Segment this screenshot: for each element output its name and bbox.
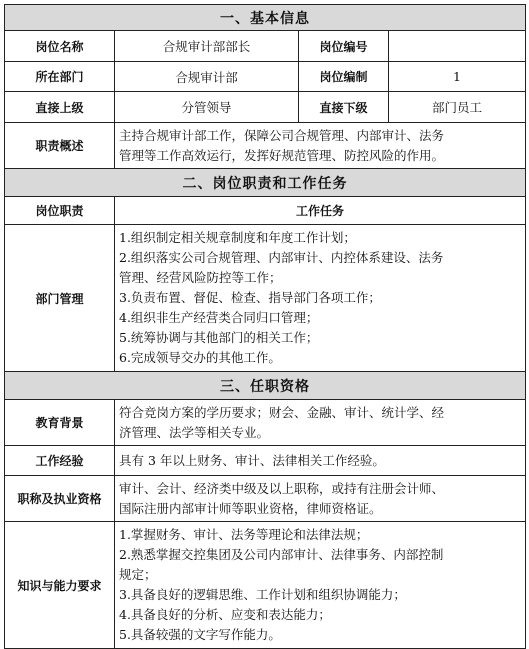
duty-item: 5.统筹协调与其他部门的相关工作；	[119, 330, 319, 345]
section-title-duties: 二、岗位职责和工作任务	[5, 169, 526, 197]
certification-line: 审计、会计、经济类中级及以上职称，或持有注册会计师、	[119, 480, 445, 496]
skill-item: 5.具备较强的文字写作能力。	[119, 627, 281, 642]
education-label: 教育背景	[5, 400, 115, 446]
post-name-label: 岗位名称	[5, 31, 115, 62]
duty-item: 2.组织落实公司合规管理、内部审计、内控体系建设、法务	[119, 250, 444, 265]
education-text	[115, 400, 526, 446]
duty-item: 6.完成领导交办的其他工作。	[119, 350, 281, 365]
certification-label: 职称及执业资格	[5, 476, 115, 522]
row-dept	[5, 62, 526, 92]
superior-label: 直接上级	[5, 92, 115, 123]
skill-item: 2.熟悉掌握交控集团及公司内部审计、法律事务、内部控制	[119, 547, 444, 562]
education-line: 济管理、法学等相关专业。	[119, 424, 270, 440]
summary-label: 职责概述	[5, 123, 115, 169]
duties-col-header-task: 工作任务	[115, 197, 526, 225]
summary-line: 主持合规审计部工作，保障公司合规管理、内部审计、法务	[119, 127, 445, 143]
duty-item: 4.组织非生产经营类合同归口管理；	[119, 310, 319, 325]
dept-value: 合规审计部	[115, 62, 299, 92]
dept-management-label: 部门管理	[5, 225, 115, 372]
duties-col-header-post: 岗位职责	[5, 197, 115, 225]
section-title-basic: 一、基本信息	[5, 5, 526, 31]
experience-line: 具有 3 年以上财务、审计、法律相关工作经验。	[119, 452, 385, 468]
row-summary	[5, 123, 526, 169]
duty-item: 3.负责布置、督促、检查、指导部门各项工作；	[119, 290, 381, 305]
education-line: 符合竞岗方案的学历要求；财会、金融、审计、统计学、经	[119, 404, 445, 420]
post-name-value: 合规审计部部长	[115, 31, 299, 62]
section-title-qual: 三、任职资格	[5, 372, 526, 400]
section-basic-info	[5, 5, 526, 31]
duties-list	[115, 225, 526, 372]
certification-text	[115, 476, 526, 522]
post-no-value	[389, 31, 526, 62]
subordinate-label: 直接下级	[299, 92, 389, 123]
row-certification	[5, 476, 526, 522]
post-no-label: 岗位编号	[299, 31, 389, 62]
skill-item: 1.掌握财务、审计、法务等理论和法律法规；	[119, 527, 369, 542]
experience-text	[115, 446, 526, 476]
summary-line: 管理等工作高效运行，发挥好规范管理、防控风险的作用。	[119, 147, 445, 163]
row-superior	[5, 92, 526, 123]
skills-label: 知识与能力要求	[5, 522, 115, 649]
skill-item: 规定；	[119, 567, 157, 582]
row-dept-management	[5, 225, 526, 372]
job-description-table	[4, 4, 526, 649]
section-duties	[5, 169, 526, 197]
row-experience	[5, 446, 526, 476]
duty-item: 1.组织制定相关规章制度和年度工作计划；	[119, 230, 356, 245]
row-duties-header	[5, 197, 526, 225]
headcount-label: 岗位编制	[299, 62, 389, 92]
row-education	[5, 400, 526, 446]
row-skills	[5, 522, 526, 649]
skills-list	[115, 522, 526, 649]
skill-item: 4.具备良好的分析、应变和表达能力；	[119, 607, 331, 622]
subordinate-value: 部门员工	[389, 92, 526, 123]
dept-label: 所在部门	[5, 62, 115, 92]
skill-item: 3.具备良好的逻辑思维、工作计划和组织协调能力；	[119, 587, 406, 602]
headcount-value: 1	[389, 62, 526, 92]
superior-value: 分管领导	[115, 92, 299, 123]
row-post-name	[5, 31, 526, 62]
section-qualifications	[5, 372, 526, 400]
experience-label: 工作经验	[5, 446, 115, 476]
duty-item: 管理、经营风险防控等工作；	[119, 270, 282, 285]
certification-line: 国际注册内部审计师等职业资格，律师资格证。	[119, 500, 382, 516]
summary-text	[115, 123, 526, 169]
